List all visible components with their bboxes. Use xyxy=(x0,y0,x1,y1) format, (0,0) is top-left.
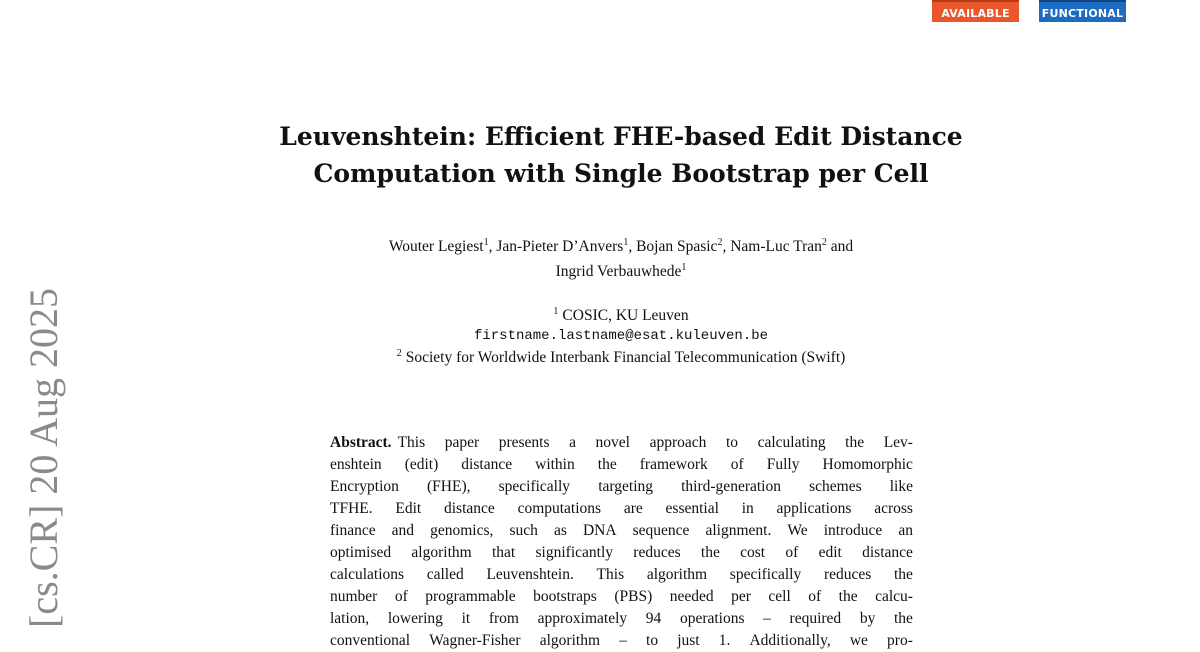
abstract-line xyxy=(330,432,913,454)
author-name: Jan-Pieter D’Anvers xyxy=(496,238,624,255)
abstract-line: conventional Wagner-Fisher algorithm – to just 1. Additionally, we pro- xyxy=(330,632,913,649)
paper-title xyxy=(220,118,1022,192)
abstract-line: TFHE. Edit distance computations are essential in applications across xyxy=(330,500,913,517)
author-name: Ingrid Verbauwhede xyxy=(555,263,682,280)
affiliations xyxy=(220,305,1022,368)
author-email: firstname.lastname@esat.kuleuven.be xyxy=(473,328,769,344)
affiliation-2: $^2$ Society for Worldwide Interbank Financial Telecommunication (Swift) xyxy=(396,348,846,366)
abstract-line: lation, lowering it from approximately 94 operations – required by the xyxy=(330,610,913,627)
title-line-2: Computation with Single Bootstrap per Cell xyxy=(313,159,929,188)
author-affiliation-mark: 2 xyxy=(717,237,723,248)
abstract-line: calculations called Leuvenshtein. This algorithm specifically reduces the xyxy=(330,566,913,583)
artifacts-functional-badge: FUNCTIONAL xyxy=(1039,0,1126,22)
abstract-line: Encryption (FHE), specifically targeting third-generation schemes like xyxy=(330,478,913,495)
title-line-1: Leuvenshtein: Efficient FHE-based Edit Distance xyxy=(279,122,963,151)
affiliation-1: $^1$ COSIC, KU Leuven xyxy=(553,306,689,324)
author-name: Wouter Legiest xyxy=(388,238,484,255)
abstract-line-text: This paper presents a novel approach to calculating the Lev- xyxy=(397,434,913,451)
author-affiliation-mark: 1 xyxy=(623,237,629,248)
author-name: Nam-Luc Tran xyxy=(730,238,822,255)
abstract xyxy=(330,432,913,652)
author-affiliation-mark: 1 xyxy=(483,237,489,248)
authors-line-2 xyxy=(220,259,1022,284)
authors-line-1: Wouter Legiest$^1$, Jan-Pieter D’Anvers$^1$, Bojan Spasic$^2$, Nam-Luc Tran$^2$ and xyxy=(388,237,854,255)
arxiv-margin-stamp: [cs.CR] 20 Aug 2025 xyxy=(21,288,66,628)
author-affiliation-mark: 2 xyxy=(821,237,827,248)
author-affiliation-mark: 1 xyxy=(681,262,687,273)
author-name: Bojan Spasic xyxy=(636,238,718,255)
abstract-line: optimised algorithm that significantly reduces the cost of edit distance xyxy=(330,544,913,561)
abstract-line: enshtein (edit) distance within the framework of Fully Homomorphic xyxy=(330,456,913,473)
author-list xyxy=(220,234,1022,284)
artifacts-available-badge: AVAILABLE xyxy=(932,0,1019,22)
abstract-label: Abstract. xyxy=(330,434,392,451)
abstract-line: number of programmable bootstraps (PBS) needed per cell of the calcu- xyxy=(330,588,913,605)
abstract-line: finance and genomics, such as DNA sequence alignment. We introduce an xyxy=(330,522,913,539)
